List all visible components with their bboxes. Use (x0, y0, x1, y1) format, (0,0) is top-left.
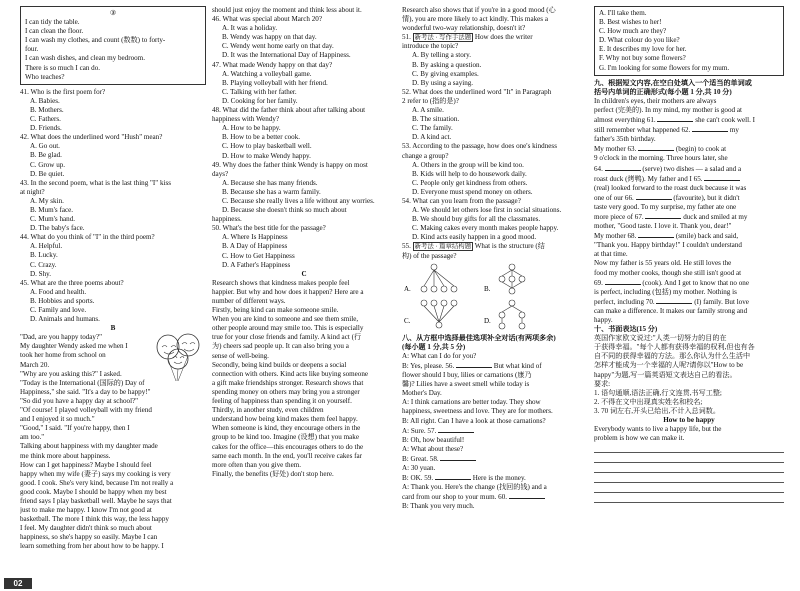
passage-line: When someone is kind, they encourage others in the (212, 424, 361, 433)
answer-option[interactable]: C. Talking with her father. (222, 87, 297, 96)
section-9-title (594, 79, 784, 97)
answer-option[interactable]: C. Family and love. (30, 306, 87, 314)
passage-line: "Thank you. Happy birthday!" I couldn't understand (594, 241, 742, 250)
passage-line: me think more about happiness. (20, 451, 111, 460)
question-stem: 43. In the second poem, what is the last thing "I" kiss (20, 178, 171, 187)
passage-line: learn something from her about how to be happy. I (20, 542, 164, 551)
answer-option[interactable]: C. Mum's hand. (30, 215, 76, 224)
answer-option[interactable]: C. How to Get Happiness (222, 251, 295, 260)
question-stem: change a group? (402, 151, 449, 160)
option-line: E. It describes my love for her. (599, 45, 687, 54)
poem-number: ③ (109, 9, 117, 17)
answer-option[interactable]: C. Because she really lives a life without any worries. (222, 196, 375, 205)
answer-option[interactable]: A. Helpful. (30, 242, 63, 251)
dialog-line: A: What can I do for you? (402, 351, 477, 360)
passage-line: 情), you are more likely to act kindly. This makes a (402, 15, 548, 24)
passage-line: 为) cheers sad people up. It can also bring you a (212, 342, 349, 351)
poem-line: I can tidy the table. (25, 18, 80, 27)
passage-line: same each month. In the end, you'll receive cakes far (212, 451, 362, 460)
essay-line: problem is how we can make it. (594, 434, 685, 443)
question-stem: 2 refer to (指的是)? (402, 96, 459, 105)
passage-c (212, 279, 396, 479)
passage-line: "Why are you asking this?" I asked. (20, 369, 122, 378)
passage-line: Research also shows that if you're in a good mood (心 (402, 6, 556, 14)
cloze-passage (594, 97, 784, 325)
passage-line: sense of well-being. (212, 351, 269, 360)
passage-line: wonderful two-way relationship, doesn't it? (402, 24, 526, 33)
passage-line: Research shows that kindness makes people feel (212, 278, 350, 287)
passage-line: Firstly, being kind can make someone smile. (212, 306, 339, 315)
answer-option[interactable]: D. Cooking for her family. (222, 96, 298, 105)
passage-line: cakes for the office—this encourages others to do the (212, 442, 364, 451)
answer-option[interactable]: A. Others in the group will be kind too. (412, 160, 524, 169)
writing-lines[interactable] (594, 444, 784, 503)
passage-line: at that time. (594, 250, 628, 259)
answer-option[interactable]: B. Wendy was happy on that day. (222, 33, 317, 42)
prompt-line: 2. 不得在文中出现真实姓名和校名; (594, 397, 703, 406)
question-stem: 48. What did the father think about after talking about (212, 106, 366, 115)
option-line: A. I'll take them. (599, 9, 647, 17)
passage-line: other people around may smile too. This is especially (212, 324, 364, 333)
answer-blank[interactable] (692, 125, 728, 132)
answer-option[interactable]: B. Playing volleyball with her friend. (222, 78, 328, 87)
question-stem: 54. What can you learn from the passage? (402, 196, 521, 205)
question-stem: happiness with Wendy? (212, 115, 280, 124)
answer-option[interactable]: B. Be glad. (30, 151, 62, 160)
passage-line: is perfect, including (包括) my mother. Nothing is (594, 287, 737, 296)
diagram-option-d: D. (484, 316, 491, 325)
option-line: D. What colour do you like? (599, 36, 680, 45)
passage-line: "So did you have a happy day at school?" (20, 396, 139, 405)
diagram-option-c: C. (404, 316, 411, 325)
passage-line: March 20. (20, 360, 50, 369)
passage-b-end: should just enjoy the moment and think less about it. (212, 6, 362, 14)
passage-line: am too." (20, 433, 45, 442)
answer-option[interactable]: B. Kids will help to do housework daily. (412, 169, 527, 178)
passage-line: happy when my wife (妻子) says my cooking is very (20, 469, 171, 478)
questions-46-50 (212, 15, 396, 270)
passage-line: understand how being kind makes them feel happy. (212, 415, 358, 424)
answer-option[interactable]: C. People only get kindness from others. (412, 178, 528, 187)
prompt-line: 1. 语句通顺,语法正确,行文连贯,书写工整; (594, 388, 722, 397)
answer-option[interactable]: D. Because she doesn't think so much about (222, 206, 347, 215)
answer-option[interactable]: D. Kind acts easily happen in a good mood. (412, 233, 537, 242)
dialog-line: A: Thank you. Here's the change (找回的钱) and a (402, 483, 547, 492)
passage-line: 69. (cook). And I get to know that no one (594, 278, 749, 287)
passage-line: good. I cook. She's very kind, because I'm not really a (20, 478, 174, 487)
questions-51-55 (402, 33, 588, 260)
answer-blank[interactable] (704, 174, 740, 181)
passage-line: still remember what happened 62. my (594, 126, 739, 135)
passage-line: food my mother cooks, though she still isn't good at (594, 268, 742, 277)
answer-option[interactable]: D. The baby's face. (30, 224, 85, 233)
answer-option[interactable]: C. Crazy. (30, 260, 57, 269)
essay-title: How to be happy (663, 416, 715, 425)
passage-line: Thirdly, in another study, even children (212, 406, 324, 415)
passage-line: roast duck (烤鸭). My father and I 65. (594, 174, 784, 184)
dialog-line: A: Sure. 57. (402, 426, 588, 436)
answer-blank[interactable] (638, 231, 674, 238)
question-stem: days? (212, 169, 229, 178)
question-stem: 52. What does the underlined word "It" in Paragraph (402, 87, 552, 96)
question-stem: 42. What does the underlined word "Hush" mean? (20, 133, 163, 142)
passage-line: (real) looked forward to the roast duck because it was (594, 183, 747, 192)
passage-line: more often than you give them. (212, 460, 302, 469)
passage-line: group to be kind too. Imagine (设想) that you make (212, 433, 359, 442)
passage-line: happiness, so she's happy so easily. Maybe I can (20, 533, 158, 542)
answer-option[interactable]: A. A smile. (412, 106, 444, 115)
passage-line: I feel. My daughter didn't think so much about (20, 524, 152, 533)
answer-option[interactable]: A. My skin. (30, 196, 64, 205)
passage-line: perfect, including 70. (I) family. But love (594, 297, 749, 306)
dialog-line: B: Yes, please. 56. But what kind of (402, 362, 542, 370)
column-4 (594, 6, 784, 503)
answer-option[interactable]: D. A Father's Happiness (222, 260, 291, 269)
answer-blank[interactable] (456, 361, 492, 368)
passage-line: spending money on others may bring you a stronger (212, 387, 360, 396)
question-stem: 49. Why does the father think Wendy is happy on most (212, 160, 368, 169)
dialog (402, 352, 588, 512)
dialog-line: B: Oh, how beautiful! (402, 435, 465, 444)
prompt-line: 要求: (594, 379, 611, 388)
dialog-line: B: All right. Can I have a look at those carnations? (402, 416, 546, 425)
question-type-tag: 新考法 · 写作手法题 (414, 34, 472, 42)
poem-line: four. (25, 45, 39, 54)
passage-line: and I enjoyed it so much." (20, 415, 95, 424)
dialog-line: Mother's Day. (402, 389, 442, 398)
passage-line: good cook. Maybe I should be happy when my best (20, 487, 167, 496)
answer-option[interactable]: C. How to play basketball well. (222, 142, 312, 151)
answer-option[interactable]: D. A kind act. (412, 133, 452, 142)
question-stem: 46. What was special about March 20? (212, 15, 322, 24)
answer-option[interactable]: B. The situation. (412, 115, 460, 124)
answer-option[interactable]: B. By asking a question. (412, 60, 482, 69)
passage-line: true for your close friends and family. A kind act (行 (212, 333, 362, 342)
dialog-line: A: I think carnations are better today. They show (402, 398, 541, 407)
answer-option[interactable]: A. Babies. (30, 96, 60, 105)
passage-line: My mother 63. (begin) to cook at (594, 145, 727, 154)
answer-option[interactable]: D. Animals and humans. (30, 315, 100, 324)
section-8-title: 八、从方框中选择最佳选项补全对话(有两项多余) (402, 333, 556, 342)
answer-option[interactable]: B. Because she has a warm family. (222, 187, 321, 196)
poem-box (20, 6, 206, 85)
answer-option[interactable]: B. Hobbies and sports. (30, 296, 95, 305)
passage-line: happier. But why and how does it happen? Here are a (212, 287, 364, 296)
passage-line: perfect (完美的). In my mind, my mother is good at (594, 105, 742, 114)
options-box (594, 6, 784, 76)
passage-line: connection with others. Kind acts like buying someone (212, 369, 369, 378)
passage-line: basketball. The more I think this way, the less happy (20, 515, 169, 524)
answer-option[interactable]: D. It was the International Day of Happiness. (222, 51, 351, 60)
answer-blank[interactable] (636, 193, 672, 200)
passage-line: My mother 68. (smile) back and said, (594, 232, 739, 241)
answer-option[interactable]: D. Shy. (30, 269, 52, 278)
dialog-line: B: OK. 59. Here is the money. (402, 474, 526, 483)
poem-line: There is so much I can do. (25, 63, 101, 72)
dialog-line: card from our shop to your mum. 60. (402, 492, 588, 502)
answer-blank[interactable] (656, 297, 692, 304)
passage-line: mother, "Good taste. I love it. Thank you, dear!" (594, 222, 732, 231)
dialog-line: happiness, sweetness and love. They are for mothers. (402, 407, 553, 416)
poem-line: I can clean the floor. (25, 27, 84, 36)
diagram-option-a: A. (404, 284, 411, 293)
passage-line: took her home from school on (20, 351, 106, 360)
question-stem: 44. What do you think of "I" in the third poem? (20, 233, 155, 242)
answer-option[interactable]: C. Making cakes every month makes people happy. (412, 224, 559, 233)
answer-blank[interactable] (638, 144, 674, 151)
passage-line: Finally, the benefits (好处) don't stop here. (212, 469, 334, 478)
poem-line: I can wash dishes, and clean my bedroom. (25, 54, 145, 63)
passage-line: friend says I play basketball well. Maybe he says that (20, 496, 172, 505)
passage-line: "Good," I said. "If you're happy, then I (20, 424, 130, 433)
passage-line: How can I get happiness? Maybe I should feel (20, 460, 152, 469)
column-3 (402, 6, 588, 512)
answer-option[interactable]: A. Go out. (30, 142, 60, 151)
passage-line: In children's eyes, their mothers are always (594, 96, 717, 105)
question-stem: 45. What are the three poems about? (20, 278, 124, 287)
option-line: G. I'm looking for some flowers for my mum. (599, 63, 730, 72)
dialog-line: A: 30 yuan. (402, 464, 436, 473)
answer-option[interactable]: B. Mum's face. (30, 205, 74, 214)
poem-line: Who teaches? (25, 72, 65, 81)
passage-line: happy. (594, 316, 613, 324)
question-stem: 构) of the passage? (402, 251, 457, 260)
passage-line: a gift make friendships stronger. Research shows that (212, 378, 364, 387)
passage-b-wrap (20, 333, 206, 551)
prompt-line: 3. 70 词左右,开头已给出,不计入总词数。 (594, 406, 720, 415)
passage-line: "Today is the International (国际的) Day of (20, 378, 145, 387)
dialog-line: flower should I buy, lilies or carnations (康乃 (402, 371, 532, 380)
answer-blank[interactable] (605, 278, 641, 285)
passage-line: Now my father is 55 years old. He still loves the (594, 259, 732, 268)
answer-blank[interactable] (605, 164, 641, 171)
answer-option[interactable]: D. By using a saying. (412, 78, 474, 87)
question-stem: 51. 新考法 · 写作手法题 How does the writer (402, 33, 533, 42)
passage-line: can make a difference. It makes our family strong and (594, 306, 748, 315)
option-line: C. How much are they? (599, 27, 667, 36)
question-stem: 47. What made Wendy happy on that day? (212, 60, 333, 69)
diagram-option-b: B. (484, 284, 491, 293)
answer-blank[interactable] (440, 454, 476, 461)
answer-option[interactable]: A. Because she has many friends. (222, 178, 318, 187)
passage-line: feeling of happiness than spending it on yourself. (212, 397, 352, 406)
option-line: F. Why not buy some flowers? (599, 54, 686, 63)
answer-option[interactable]: A. We should let others lose first in social situations. (412, 206, 562, 215)
passage-line: almost everything 61. she can't cook well. I (594, 116, 756, 125)
answer-option[interactable]: C. Grow up. (30, 160, 66, 169)
column-2 (212, 6, 396, 479)
passage-line: just to make me happy. I know I'm not good at (20, 506, 152, 515)
prompt-line: 英国作家欧文说过:"人类一切努力的目的在 (594, 334, 727, 343)
passage-line: 9 o'clock in the morning. Three hours later, she (594, 154, 728, 163)
answer-blank[interactable] (509, 492, 545, 499)
passage-line: 64. (serve) two dishes — a salad and a (594, 164, 742, 173)
question-stem: introduce the topic? (402, 42, 459, 51)
dialog-line: B: Great. 58. (402, 454, 588, 464)
prompt-line: 自不同的获得幸福的方法。那么你认为什么生活中 (594, 352, 751, 361)
answer-option[interactable]: C. Wendy went home early on that day. (222, 42, 334, 51)
answer-option[interactable]: C. The family. (412, 124, 453, 133)
column-1 (20, 6, 206, 552)
passage-line: "Dad, are you happy today?" (20, 333, 103, 342)
passage-line: father's 35th birthday. (594, 135, 656, 144)
poem-line: I can wash my clothes, and count (数数) to forty- (25, 36, 166, 45)
section-8-subtitle: (每小题 1 分,共 5 分) (402, 342, 466, 351)
passage-line: one of our 66. (favourite), but it didn't (594, 193, 740, 202)
answer-option[interactable]: D. Be quiet. (30, 169, 65, 178)
answer-option[interactable]: A. How to be happy. (222, 124, 281, 133)
dialog-line: B: Thank you very much. (402, 502, 475, 511)
passage-line: My daughter Wendy asked me when I (20, 342, 128, 351)
answer-option[interactable]: B. We should buy gifts for all the classmates. (412, 215, 541, 224)
answer-option[interactable]: C. By giving examples. (412, 69, 479, 78)
answer-option[interactable]: A. It was a holiday. (222, 24, 278, 33)
answer-option[interactable]: B. Lucky. (30, 251, 58, 260)
passage-line: taste very good. To my surprise, my father ate one (594, 202, 737, 211)
passage-line: When you are kind to someone and see them smile, (212, 315, 359, 324)
passage-line: Talking about happiness with my daughter made (20, 442, 158, 451)
answer-blank[interactable] (645, 212, 681, 219)
answer-option[interactable]: A. Where Is Happiness (222, 233, 288, 242)
answer-option[interactable]: A. Food and health. (30, 287, 87, 296)
question-stem: 41. Who is the first poem for? (20, 87, 106, 96)
answer-blank[interactable] (435, 473, 471, 480)
passage-line: Happiness," she said. "It's a day to be happy!" (20, 387, 151, 396)
question-stem: at night? (20, 187, 45, 196)
option-line: B. Best wishes to her! (599, 18, 662, 27)
section-10-title: 十、书面表达(15 分) (594, 325, 658, 334)
question-type-tag: 新考法 · 篇章结构题 (414, 243, 472, 251)
passage-line: more piece of 67. duck and smiled at my (594, 212, 748, 221)
prompt-line: 怎样才能成为一个幸福的人呢?请你以"How to be (594, 361, 744, 370)
answer-option[interactable]: D. Friends. (30, 124, 62, 133)
answer-option[interactable]: A. Watching a volleyball game. (222, 69, 312, 78)
questions-41-45 (20, 88, 206, 324)
essay-start (594, 425, 784, 443)
passage-line: number of different ways. (212, 297, 286, 305)
dialog-line: A: What about these? (402, 444, 464, 453)
answer-option[interactable]: D. How to make Wendy happy. (222, 151, 311, 160)
question-stem: 50. What's the best title for the passage? (212, 224, 326, 233)
section-title-line: 九、根据短文内容,在空白处填入一个适当的单词或 (594, 78, 752, 87)
passage-line: Secondly, being kind builds or deepens a social (212, 360, 347, 369)
answer-option[interactable]: B. Mothers. (30, 105, 64, 114)
section-title-line: 括号内单词的正确形式(每小题 1 分,共 10 分) (594, 87, 732, 96)
page-number: 02 (4, 578, 32, 589)
writing-prompt (594, 334, 784, 416)
prompt-line: happy"为题,写一篇英语短文表达自己的看法。 (594, 370, 737, 379)
answer-option[interactable]: B. A Day of Happiness (222, 242, 288, 251)
answer-option[interactable]: C. Fathers. (30, 115, 61, 124)
dialog-line: 馨)? Lilies have a sweet smell while today is (402, 380, 530, 389)
page-footer (4, 578, 64, 589)
section-c-heading: C (301, 269, 307, 278)
prompt-line: 于获得幸福。"每个人都有获得幸福的权利,但也有各 (594, 343, 755, 352)
passage-line: "Of course! I played volleyball with my friend (20, 406, 152, 415)
structure-diagram (402, 261, 588, 331)
question-stem: happiness. (212, 215, 242, 224)
question-stem: 53. According to the passage, how does one's kindness (402, 142, 557, 151)
question-stem: 55. 新考法 · 篇章结构题 What is the structure (结 (402, 242, 545, 251)
essay-line: Everybody wants to live a happy life, but the (594, 425, 722, 434)
answer-blank[interactable] (438, 426, 474, 433)
balloons-illustration (152, 333, 204, 383)
poem-lines (25, 18, 201, 82)
answer-option[interactable]: B. How to be a better cook. (222, 133, 301, 142)
answer-blank[interactable] (657, 115, 693, 122)
answer-option[interactable]: A. By telling a story. (412, 51, 472, 60)
section-b-heading: B (110, 324, 116, 333)
answer-option[interactable]: D. Everyone must spend money on others. (412, 187, 533, 196)
passage-c-end (402, 6, 588, 33)
